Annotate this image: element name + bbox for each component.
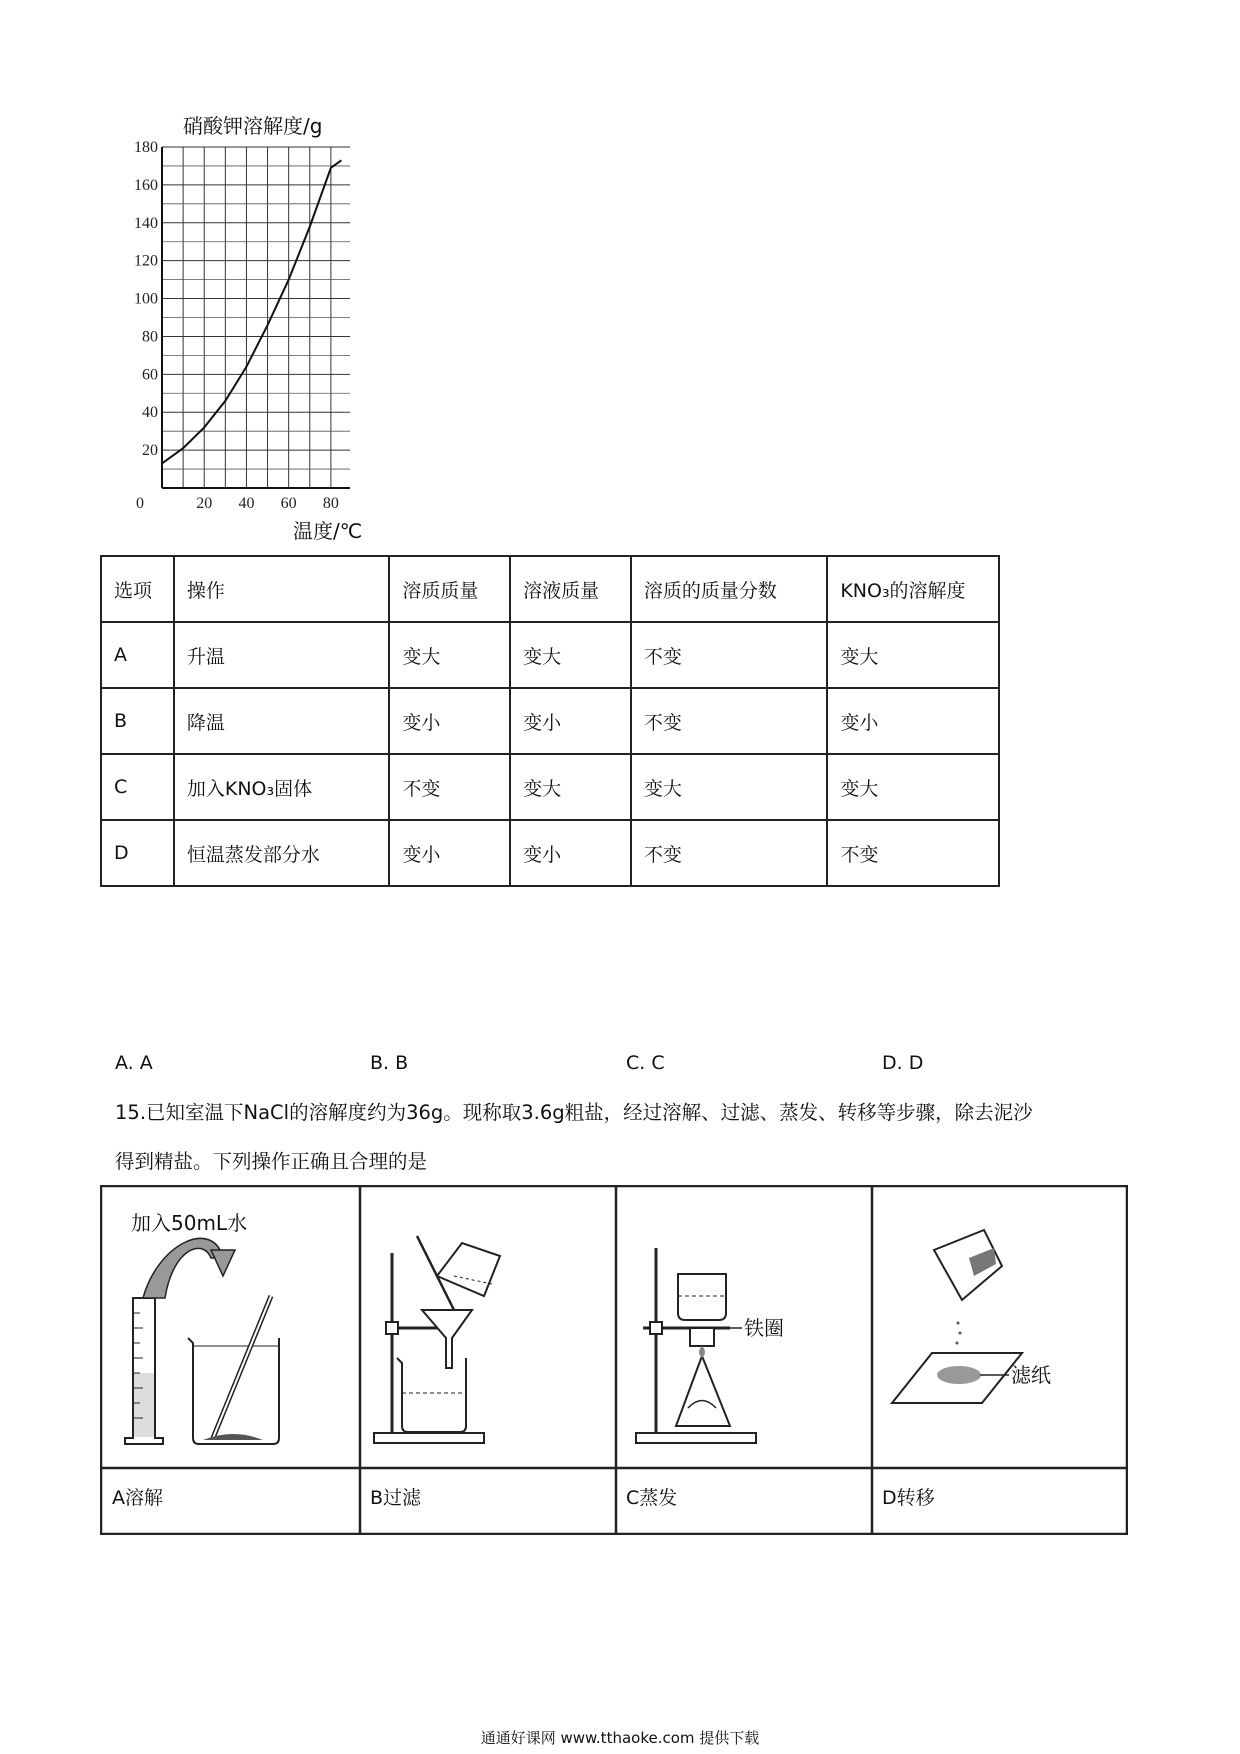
table-cell: 升温 [174,622,390,688]
y-tick-label: 40 [142,404,158,422]
question-15-line-2: 得到精盐。下列操作正确且合理的是 [115,1150,428,1173]
caption-b: B过滤 [370,1487,422,1509]
y-tick-label: 100 [134,290,158,308]
dissolving-illustration [103,1188,359,1468]
caption-c: C蒸发 [626,1487,678,1509]
y-tick-label: 60 [142,366,158,384]
y-tick-label: 120 [134,252,158,270]
table-cell: D [101,820,174,886]
table-cell: 溶质质量 [389,556,510,622]
table-cell: C [101,754,174,820]
table-header-row [101,556,999,622]
solubility-chart [110,130,350,510]
table-cell: 选项 [101,556,174,622]
table-row [101,754,999,820]
table-cell: 不变 [389,754,510,820]
table-cell: 不变 [631,688,827,754]
caption-d: D转移 [882,1487,935,1509]
evaporation-illustration [618,1188,870,1468]
y-tick-label: 80 [142,328,158,346]
y-tick-label: 20 [142,442,158,460]
y-tick-label: 160 [134,176,158,194]
x-tick-label: 60 [280,495,297,510]
table-cell: KNO₃的溶解度 [827,556,999,622]
table-cell: 变小 [510,820,631,886]
table-cell: 变大 [827,622,999,688]
table-row [101,622,999,688]
options-table [100,555,1000,887]
table-cell: 变大 [389,622,510,688]
y-tick-label: 140 [134,214,158,232]
filter-paper-label: 滤纸 [1011,1363,1051,1387]
y-tick-label: 180 [134,139,158,156]
filtration-illustration [362,1188,614,1468]
table-row [101,820,999,886]
table-cell: 不变 [827,820,999,886]
table-cell: 变小 [827,688,999,754]
page-footer: 通通好课网 www.tthaoke.com 提供下载 [480,1729,760,1747]
table-cell: B [101,688,174,754]
table-cell: A [101,622,174,688]
table-cell: 恒温蒸发部分水 [174,820,390,886]
option-b: B. B [370,1052,409,1074]
figure-table [100,1185,1128,1535]
question-15-line-1: 15.已知室温下NaCl的溶解度约为36g。现称取3.6g粗盐，经过溶解、过滤、蒸发、转移等步骤，除去泥沙 [115,1101,1033,1124]
x-tick-label: 20 [196,495,213,510]
option-d: D. D [882,1052,924,1074]
table-cell: 变小 [389,820,510,886]
chart-x-axis-label: 温度/℃ [293,519,363,543]
solubility-curve [162,160,341,463]
option-c: C. C [626,1052,665,1074]
x-tick-label: 80 [322,495,339,510]
table-cell: 操作 [174,556,390,622]
table-cell: 不变 [631,820,827,886]
iron-ring-label: 铁圈 [744,1316,784,1340]
table-cell: 变大 [510,754,631,820]
table-cell: 不变 [631,622,827,688]
transfer-illustration [874,1188,1126,1468]
x-tick-label: 0 [136,495,144,510]
option-a: A. A [115,1052,153,1074]
x-tick-label: 40 [238,495,255,510]
table-cell: 变小 [510,688,631,754]
chart-title: 硝酸钾溶解度/g [183,114,323,138]
table-cell: 溶液质量 [510,556,631,622]
table-cell: 变大 [510,622,631,688]
table-cell: 降温 [174,688,390,754]
table-cell: 变大 [827,754,999,820]
table-cell: 变大 [631,754,827,820]
add-water-label: 加入50mL水 [131,1211,248,1235]
table-cell: 变小 [389,688,510,754]
table-row [101,688,999,754]
table-cell: 加入KNO₃固体 [174,754,390,820]
caption-a: A溶解 [112,1487,163,1509]
table-cell: 溶质的质量分数 [631,556,827,622]
